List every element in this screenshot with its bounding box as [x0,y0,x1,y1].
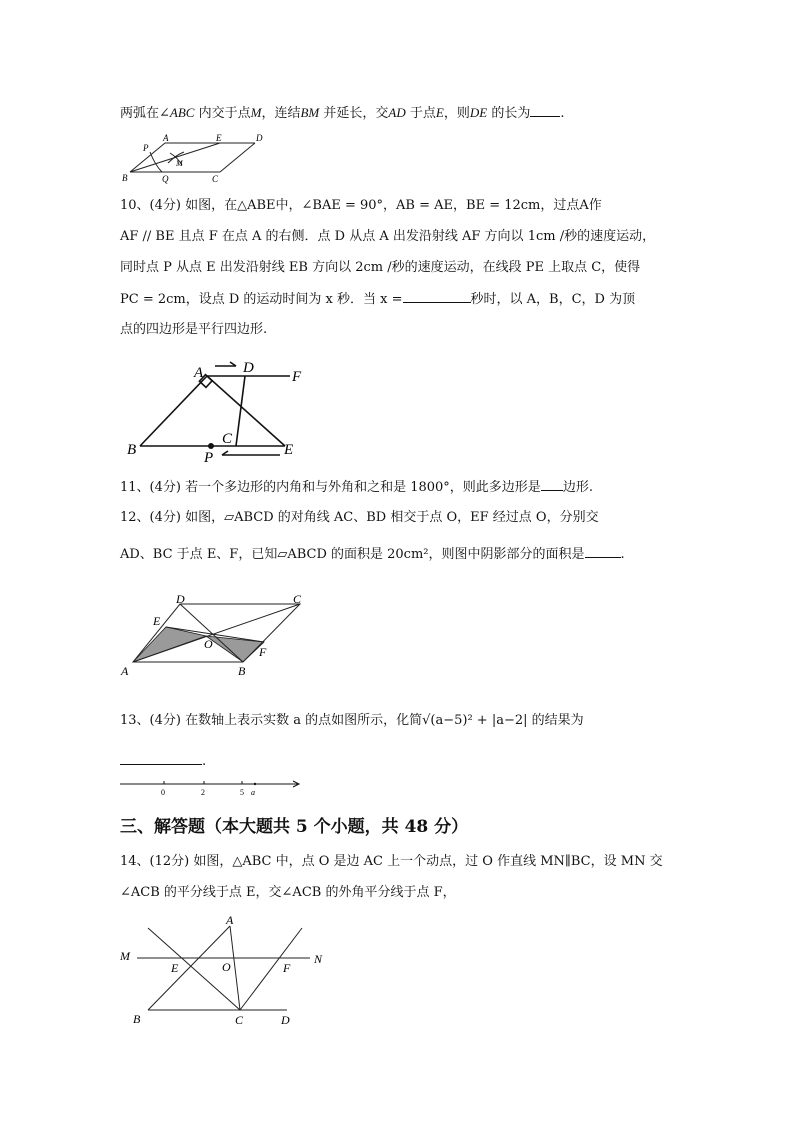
q9-text: 的长为 [487,106,531,121]
fig14-label: B [133,1012,141,1026]
fig14-label: C [235,1013,244,1027]
fig10-label: E [284,442,294,458]
fig9-label: B [122,173,128,183]
fig9-label: D [256,133,263,143]
q10-text: PC = 2cm，设点 D 的运动时间为 x 秒．当 x = [120,292,403,307]
fig14-bisector-cf [240,928,302,1010]
fig10-label: B [127,442,137,458]
axis-tick-label: 0 [161,788,165,797]
q10-line-5: 点的四边形是平行四边形. [120,322,268,337]
q9-text: 于点 [405,106,436,121]
axis-tick-label: 5 [240,788,244,797]
q9-point: M [250,105,262,120]
q13-line: 13、(4分) 在数轴上表示实数 a 的点如图所示，化简√(a−5)² + |a−2| 的结果为 [120,713,584,728]
fig14-label: D [281,1013,290,1027]
fig9-label: A [163,133,169,143]
q9-angle: ABC [169,105,195,120]
fig12-label: A [121,664,129,678]
fig14-edge-ac [230,926,240,1010]
axis-tick-label: 2 [201,788,205,797]
fig12-label: E [153,614,161,628]
fig12-label: B [238,664,246,678]
fig12-label: F [259,645,267,659]
fig9-label: C [212,174,219,184]
fig10-label: P [204,450,214,466]
fig10-label: C [222,431,233,447]
q10-line-2: AF // BE 且点 F 在点 A 的右侧．点 D 从点 A 出发沿射线 AF 方向以 1cm /秒的速度运动， [120,229,656,244]
fig9-label: Q [162,174,169,184]
q12-line-1: 12、(4分) 如图，▱ABCD 的对角线 AC、BD 相交于点 O，EF 经过点 O，分别交 [120,510,599,525]
q9-text: 内交于点 [194,106,251,121]
q14-line-2: ∠ACB 的平分线于点 E，交∠ACB 的外角平分线于点 F， [120,885,456,900]
fig10-label: F [292,369,302,385]
q14-line-1: 14、(12分) 如图，△ABC 中，点 O 是边 AC 上一个动点，过 O 作直线 MN∥BC，设 MN 交 [120,854,663,869]
q12-text: AD、BC 于点 E、F，已知▱ABCD 的面积是 20cm²，则图中阴影部分的面积是 [120,547,585,562]
axis-tick-label: a [251,788,255,797]
q10-line-1: 10、(4分) 如图，在△ABE中，∠BAE = 90°，AB = AE，BE = 12cm，过点A作 [120,198,602,213]
fig12-label: C [293,592,302,606]
q9-seg: BM [300,105,320,120]
q9-text: 两弧在∠ [120,106,170,121]
q9-point: E [435,105,444,120]
fig12-label: D [176,592,185,606]
q10-text: 秒时，以 A，B，C，D 为顶 [470,292,636,307]
section-heading: 三、解答题（本大题共 5 个小题，共 48 分） [120,817,469,837]
q9-text: ，则 [443,106,470,121]
fig14-label: N [314,952,323,966]
fig12-label: O [204,637,213,651]
fig10-label: D [243,360,254,376]
q9-text: ，连结 [261,106,301,121]
fig14-label: F [283,961,291,975]
fig10-label: A [194,365,204,381]
fig9-label: E [216,133,222,143]
q9-seg: DE [469,105,488,120]
fig14-label: E [171,961,179,975]
fig14-label: O [222,960,231,974]
fig14-label: A [226,913,234,927]
q9-text: . [560,106,565,121]
q11-text: 边形. [562,480,593,495]
q11-text: 11、(4分) 若一个多边形的内角和与外角和之和是 1800°，则此多边形是 [120,480,541,495]
q10-line-3: 同时点 P 从点 E 出发沿射线 EB 方向以 2cm /秒的速度运动，在线段 PE 上取点 C，使得 [120,260,641,275]
q9-text: 并延长，交 [319,106,389,121]
q13-text: . [202,754,207,769]
fig14-label: M [120,949,130,963]
fig9-label: P [143,143,149,153]
q12-text: . [620,547,625,562]
q9-seg: AD [388,105,406,120]
fig9-label: M [176,159,183,168]
